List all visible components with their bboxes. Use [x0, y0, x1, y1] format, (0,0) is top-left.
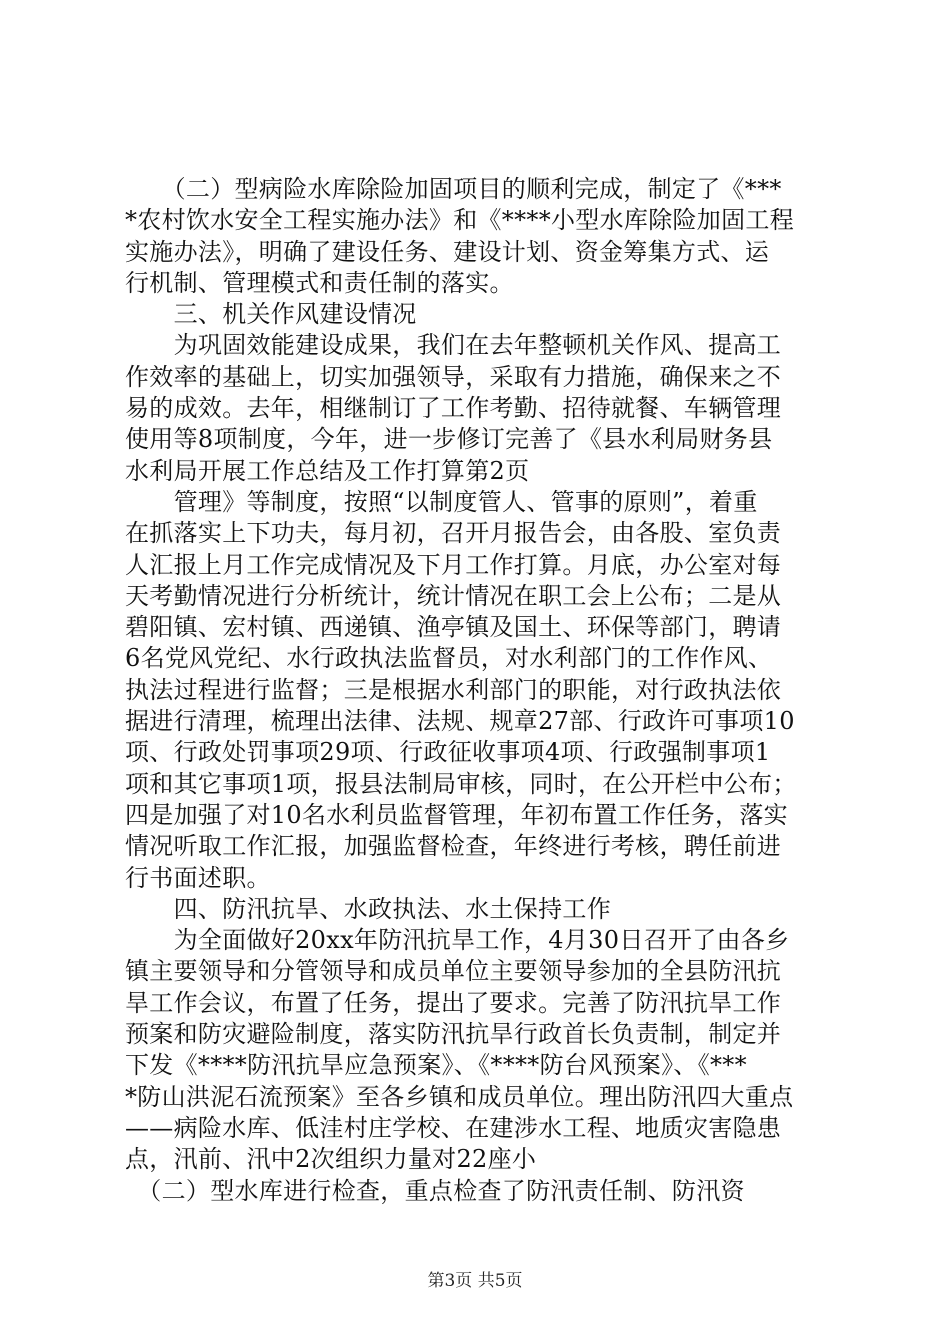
text-line: 管理》等制度，按照“以制度管人、管事的原则”，着重 [125, 487, 758, 516]
text-line: 项、行政处罚事项29项、行政征收事项4项、行政强制事项1 [125, 738, 771, 767]
text-line: 下发《****防汛抗旱应急预案》、《****防台风预案》、《*** [125, 1051, 747, 1080]
text-line: （二）型病险水库除险加固项目的顺利完成，制定了《*** [125, 175, 782, 203]
text-line: 镇主要领导和分管领导和成员单位主要领导参加的全县防汛抗 [125, 957, 782, 986]
text-line: 作效率的基础上，切实加强领导，采取有力措施，确保来之不 [125, 362, 782, 391]
text-line: 6名党风党纪、水行政执法监督员，对水利部门的工作作风、 [125, 644, 773, 673]
text-line: ——病险水库、低洼村庄学校、在建涉水工程、地质灾害隐患 [125, 1113, 782, 1142]
text-line: 为巩固效能建设成果，我们在去年整顿机关作风、提高工 [125, 331, 782, 360]
text-line: *防山洪泥石流预案》至各乡镇和成员单位。理出防汛四大重点 [125, 1082, 794, 1111]
text-line: 行书面述职。 [125, 863, 271, 892]
text-line: 碧阳镇、宏村镇、西递镇、渔亭镇及国土、环保等部门，聘请 [125, 613, 782, 642]
text-line: 人汇报上月工作完成情况及下月工作打算。月底，办公室对每 [125, 550, 782, 579]
text-line: 点，汛前、汛中2次组织力量对22座小 [125, 1145, 537, 1174]
text-line: 情况听取工作汇报，加强监督检查，年终进行考核，聘任前进 [125, 832, 782, 861]
text-line: 据进行清理，梳理出法律、法规、规章27部、行政许可事项10 [125, 707, 795, 736]
text-line: 天考勤情况进行分析统计，统计情况在职工会上公布；二是从 [125, 581, 782, 610]
text-line: 项和其它事项1项，报县法制局审核，同时，在公开栏中公布； [125, 769, 797, 798]
text-line: 使用等8项制度，今年，进一步修订完善了《县水利局财务县 [125, 425, 773, 454]
text-line: 三、机关作风建设情况 [125, 300, 417, 329]
text-line: 四、防汛抗旱、水政执法、水土保持工作 [125, 894, 611, 923]
page-footer: 第3页 共5页 [427, 1271, 523, 1291]
text-line: （二）型水库进行检查，重点检查了防汛责任制、防汛资 [125, 1176, 745, 1205]
text-line: 水利局开展工作总结及工作打算第2页 [125, 456, 530, 485]
text-line: 旱工作会议，布置了任务，提出了要求。完善了防汛抗旱工作 [125, 988, 782, 1017]
text-line: 实施办法》，明确了建设任务、建设计划、资金筹集方式、运 [125, 237, 770, 266]
text-line: 为全面做好20xx年防汛抗旱工作，4月30日召开了由各乡 [125, 926, 790, 955]
text-line: 行机制、管理模式和责任制的落实。 [125, 268, 514, 297]
text-line: 预案和防灾避险制度，落实防汛抗旱行政首长负责制，制定并 [125, 1020, 782, 1049]
document-body [125, 174, 830, 1207]
text-line: 在抓落实上下功夫，每月初，召开月报告会，由各股、室负责 [125, 519, 782, 548]
text-line: *农村饮水安全工程实施办法》和《****小型水库除险加固工程 [125, 206, 794, 235]
text-line: 四是加强了对10名水利员监督管理，年初布置工作任务，落实 [125, 800, 788, 829]
text-line: 易的成效。去年，相继制订了工作考勤、招待就餐、车辆管理 [125, 394, 782, 423]
text-line: 执法过程进行监督；三是根据水利部门的职能，对行政执法依 [125, 675, 782, 704]
